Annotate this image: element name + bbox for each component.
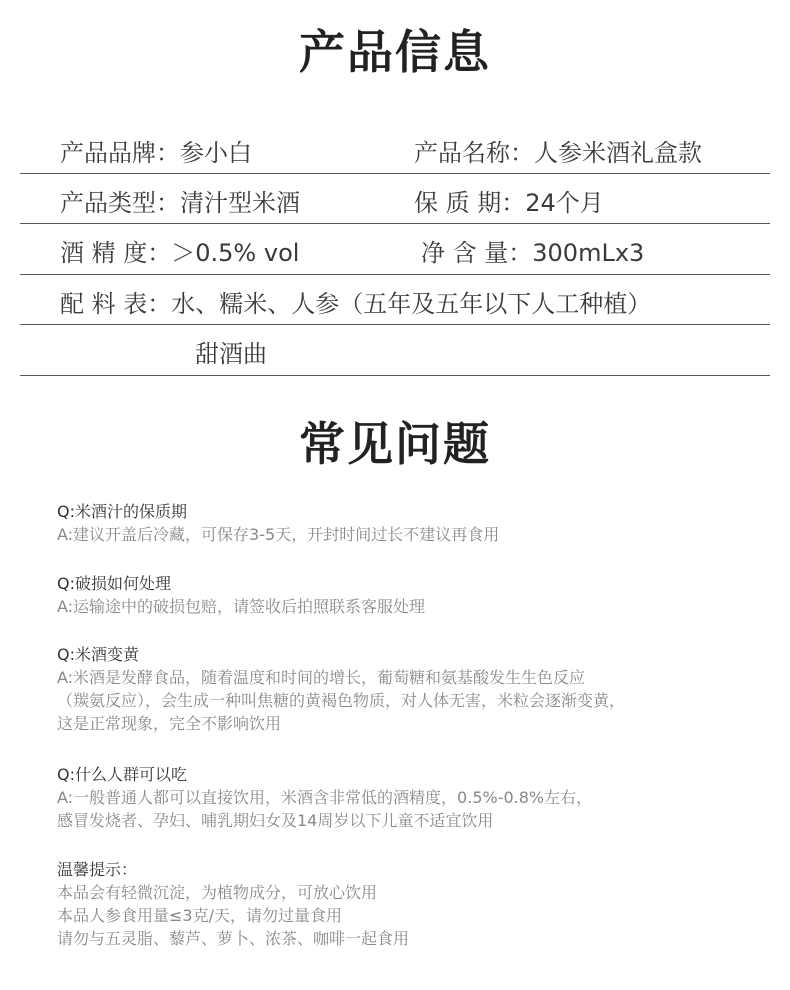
abv-label: 酒 精 度： bbox=[60, 239, 172, 267]
tips-block bbox=[57, 858, 757, 950]
tips-line: 请勿与五灵脂、藜芦、萝卜、浓茶、咖啡一起食用 bbox=[57, 929, 410, 948]
name-cell bbox=[414, 133, 702, 168]
faq-question: Q:米酒变黄 bbox=[57, 645, 139, 664]
brand-cell bbox=[60, 133, 252, 168]
faq-answer: A:米酒是发酵食品，随着温度和时间的增长，葡萄糖和氨基酸发生生色反应 bbox=[57, 668, 586, 687]
brand-label: 产品品牌： bbox=[60, 139, 180, 167]
ingredients-cell bbox=[60, 284, 651, 319]
faq-item bbox=[57, 500, 757, 546]
info-row-ingredients-cont bbox=[20, 325, 770, 376]
faq-answer: A:建议开盖后冷藏，可保存3-5天，开封时间过长不建议再食用 bbox=[57, 525, 500, 544]
ingredients-value-line2: 甜酒曲 bbox=[195, 340, 267, 368]
tips-line: 本品会有轻微沉淀，为植物成分，可放心饮用 bbox=[57, 883, 378, 902]
abv-cell bbox=[60, 233, 299, 268]
name-label: 产品名称： bbox=[414, 139, 534, 167]
faq-answer: 感冒发烧者、孕妇、哺乳期妇女及14周岁以下儿童不适宜饮用 bbox=[57, 811, 494, 830]
faq-answer: A:运输途中的破损包赔，请签收后拍照联系客服处理 bbox=[57, 597, 426, 616]
type-cell bbox=[60, 183, 300, 218]
faq-item bbox=[57, 572, 757, 618]
info-row-brand-name bbox=[20, 121, 770, 174]
brand-value: 参小白 bbox=[180, 139, 252, 167]
ingredients-label: 配 料 表： bbox=[60, 290, 172, 318]
product-info-title: 产品信息 bbox=[299, 25, 491, 79]
tips-title: 温馨提示： bbox=[57, 860, 138, 879]
info-row-type-shelf bbox=[20, 174, 770, 224]
faq-answer: A:一般普通人都可以直接饮用，米酒含非常低的酒精度，0.5%-0.8%左右， bbox=[57, 788, 593, 807]
tips-line: 本品人参食用量≤3克/天，请勿过量食用 bbox=[57, 906, 342, 925]
net-content-label: 净 含 量： bbox=[421, 239, 533, 267]
faq-question: Q:什么人群可以吃 bbox=[57, 765, 187, 784]
name-value: 人参米酒礼盒款 bbox=[534, 139, 702, 167]
faq-question: Q:破损如何处理 bbox=[57, 574, 171, 593]
shelf-life-value: 24个月 bbox=[525, 189, 604, 217]
abv-value: ＞0.5% vol bbox=[171, 239, 300, 267]
faq-item bbox=[57, 763, 757, 832]
net-content-cell bbox=[421, 233, 644, 268]
ingredients-value: 水、糯米、人参（五年及五年以下人工种植） bbox=[171, 290, 652, 318]
info-row-ingredients bbox=[20, 275, 770, 325]
shelf-life-label: 保 质 期： bbox=[414, 189, 526, 217]
net-content-value: 300mLx3 bbox=[532, 239, 645, 267]
faq-title: 常见问题 bbox=[299, 417, 491, 471]
ingredients-cont-cell bbox=[195, 334, 267, 369]
faq-item bbox=[57, 643, 757, 735]
faq-answer: （羰氨反应），会生成一种叫焦糖的黄褐色物质，对人体无害，米粒会逐渐变黄， bbox=[57, 691, 626, 710]
type-value: 清汁型米酒 bbox=[180, 189, 300, 217]
row-divider bbox=[20, 375, 770, 376]
type-label: 产品类型： bbox=[60, 189, 180, 217]
faq-answer: 这是正常现象，完全不影响饮用 bbox=[57, 714, 282, 733]
info-row-abv-net bbox=[20, 224, 770, 275]
shelf-life-cell bbox=[414, 183, 604, 218]
faq-question: Q:米酒汁的保质期 bbox=[57, 502, 187, 521]
